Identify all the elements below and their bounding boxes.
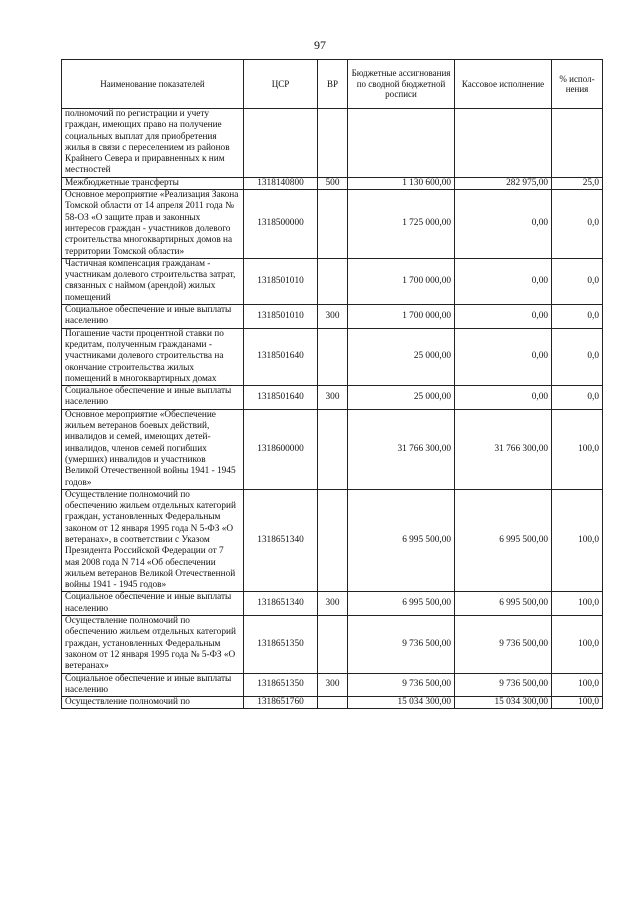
row-cash: 9 736 500,00 [455, 673, 552, 697]
row-vr [318, 697, 348, 709]
table-row [62, 616, 603, 673]
row-percent: 100,0 [552, 673, 603, 697]
row-budget: 15 034 300,00 [348, 697, 455, 709]
table-row [62, 190, 603, 259]
row-csr: 1318140800 [244, 177, 318, 189]
row-budget: 9 736 500,00 [348, 673, 455, 697]
row-percent: 100,0 [552, 489, 603, 592]
row-percent: 25,0 [552, 177, 603, 189]
row-budget: 6 995 500,00 [348, 489, 455, 592]
row-percent: 0,0 [552, 305, 603, 329]
row-budget: 9 736 500,00 [348, 616, 455, 673]
row-csr: 1318651350 [244, 673, 318, 697]
table-row [62, 673, 603, 697]
row-csr: 1318501010 [244, 258, 318, 304]
row-vr [318, 328, 348, 385]
row-name: Осуществление полномочий по обеспечению жильем отдельных категорий граждан, установленных Федеральным законом от 12 января 1995 года № 5-ФЗ «О ветеранах» [62, 616, 244, 673]
row-vr [318, 616, 348, 673]
row-name: Социальное обеспечение и иные выплаты населению [62, 673, 244, 697]
row-csr: 1318651760 [244, 697, 318, 709]
row-name: Погашение части процентной ставки по кредитам, полученным гражданами - участниками долевого строительства на окончание строительства жилых помещений в многоквартирных домах [62, 328, 244, 385]
row-cash: 6 995 500,00 [455, 592, 552, 616]
row-csr: 1318651340 [244, 489, 318, 592]
row-percent: 0,0 [552, 258, 603, 304]
header-vr: ВР [318, 60, 348, 109]
row-csr: 1318600000 [244, 409, 318, 489]
row-vr: 300 [318, 386, 348, 410]
row-budget [348, 109, 455, 178]
table-row [62, 386, 603, 410]
row-cash: 282 975,00 [455, 177, 552, 189]
row-vr [318, 489, 348, 592]
row-percent: 100,0 [552, 592, 603, 616]
header-cash: Кассовое исполнение [455, 60, 552, 109]
row-budget: 1 725 000,00 [348, 190, 455, 259]
row-cash: 31 766 300,00 [455, 409, 552, 489]
table-row [62, 328, 603, 385]
row-name: Межбюджетные трансферты [62, 177, 244, 189]
table-row [62, 258, 603, 304]
row-cash: 0,00 [455, 258, 552, 304]
table-row [62, 489, 603, 592]
row-vr [318, 409, 348, 489]
row-vr: 300 [318, 305, 348, 329]
row-cash: 6 995 500,00 [455, 489, 552, 592]
row-cash: 0,00 [455, 328, 552, 385]
row-budget: 31 766 300,00 [348, 409, 455, 489]
row-csr: 1318501640 [244, 386, 318, 410]
row-percent: 0,0 [552, 386, 603, 410]
row-vr: 300 [318, 592, 348, 616]
row-cash: 9 736 500,00 [455, 616, 552, 673]
row-cash: 0,00 [455, 305, 552, 329]
row-name: полномочий по регистрации и учету граждан, имеющих право на получение социальных выплат для приобретения жилья в связи с переселением из районов Крайнего Севера и приравненных к ним местностей [62, 109, 244, 178]
row-name: Социальное обеспечение и иные выплаты населению [62, 305, 244, 329]
row-percent [552, 109, 603, 178]
table-row [62, 697, 603, 709]
table-row [62, 109, 603, 178]
row-percent: 0,0 [552, 328, 603, 385]
row-budget: 6 995 500,00 [348, 592, 455, 616]
table-row [62, 177, 603, 189]
row-csr: 1318500000 [244, 190, 318, 259]
row-name: Основное мероприятие «Реализация Закона Томской области от 14 апреля 2011 года № 58-ОЗ «О защите прав и законных интересов граждан - участников долевого строительства многоквартирных домов на территории Томской области» [62, 190, 244, 259]
row-name: Частичная компенсация гражданам - участникам долевого строительства затрат, связанных с наймом (арендой) жилых помещений [62, 258, 244, 304]
row-cash: 0,00 [455, 386, 552, 410]
header-name: Наименование показателей [62, 60, 244, 109]
row-percent: 100,0 [552, 409, 603, 489]
row-csr [244, 109, 318, 178]
budget-table [61, 59, 603, 709]
row-name: Социальное обеспечение и иные выплаты населению [62, 386, 244, 410]
row-budget: 25 000,00 [348, 386, 455, 410]
row-vr [318, 190, 348, 259]
row-budget: 1 130 600,00 [348, 177, 455, 189]
page-number: 97 [314, 38, 326, 52]
row-csr: 1318501010 [244, 305, 318, 329]
header-budget: Бюджетные ассигнования по сводной бюджетной росписи [348, 60, 455, 109]
row-cash: 0,00 [455, 190, 552, 259]
row-csr: 1318651340 [244, 592, 318, 616]
row-name: Социальное обеспечение и иные выплаты населению [62, 592, 244, 616]
row-percent: 100,0 [552, 697, 603, 709]
row-csr: 1318651350 [244, 616, 318, 673]
row-vr [318, 109, 348, 178]
table-header-row [62, 60, 603, 109]
row-vr: 300 [318, 673, 348, 697]
table-row [62, 592, 603, 616]
row-vr [318, 258, 348, 304]
row-budget: 1 700 000,00 [348, 258, 455, 304]
row-cash: 15 034 300,00 [455, 697, 552, 709]
table-row [62, 305, 603, 329]
header-csr: ЦСР [244, 60, 318, 109]
row-cash [455, 109, 552, 178]
row-name: Осуществление полномочий по [62, 697, 244, 709]
row-percent: 100,0 [552, 616, 603, 673]
row-vr: 500 [318, 177, 348, 189]
table-row [62, 409, 603, 489]
header-percent: % испол-нения [552, 60, 603, 109]
row-name: Осуществление полномочий по обеспечению жильем отдельных категорий граждан, установленных Федеральным законом от 12 января 1995 года N 5-ФЗ «О ветеранах», в соответствии с Указом Президента Российской Федерации от 7 мая 2008 года N 714 «Об обеспечении жильем ветеранов Великой Отечественной войны 1941 - 1945 годов» [62, 489, 244, 592]
row-percent: 0,0 [552, 190, 603, 259]
row-budget: 25 000,00 [348, 328, 455, 385]
row-csr: 1318501640 [244, 328, 318, 385]
row-name: Основное мероприятие «Обеспечение жильем ветеранов боевых действий, инвалидов и семей, имеющих детей-инвалидов, членов семей погибших (умерших) инвалидов и участников Великой Отечественной войны 1941 - 1945 годов» [62, 409, 244, 489]
row-budget: 1 700 000,00 [348, 305, 455, 329]
